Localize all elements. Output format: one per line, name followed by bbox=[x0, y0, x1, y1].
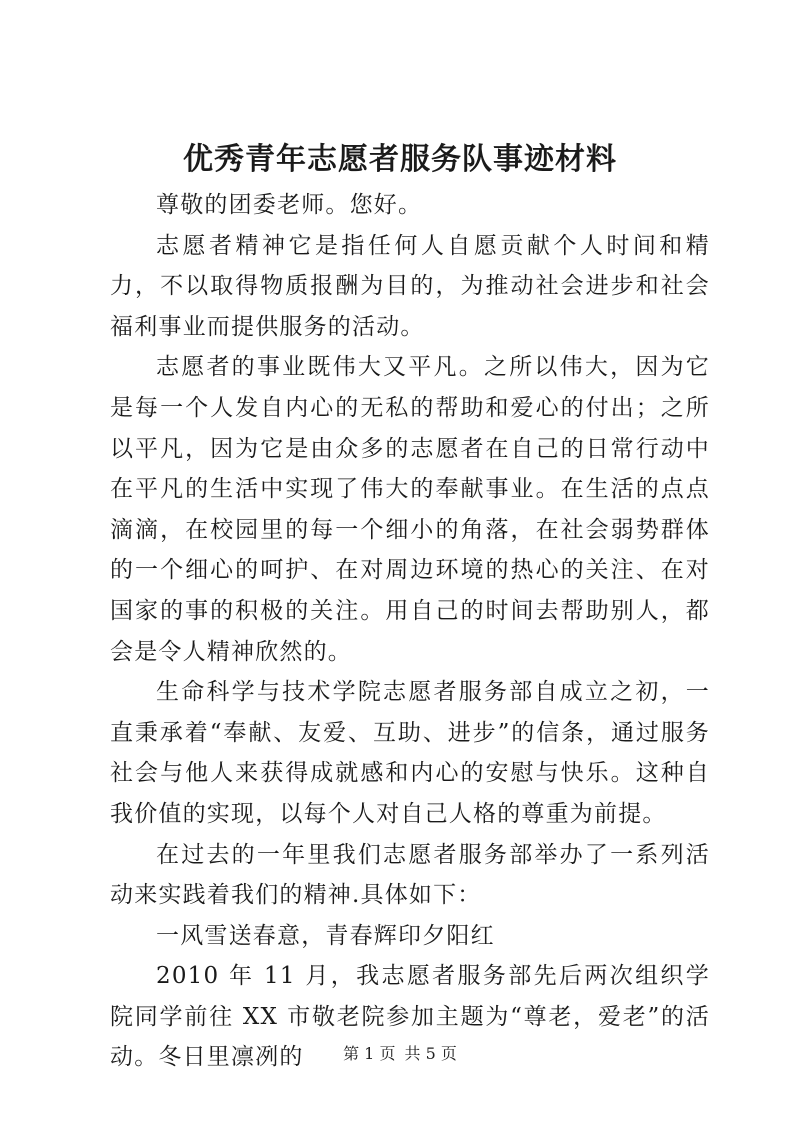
paragraph: 在过去的一年里我们志愿者服务部举办了一系列活动来实践着我们的精神.具体如下： bbox=[110, 841, 710, 909]
document-body bbox=[110, 185, 710, 1078]
paragraph: 志愿者精神它是指任何人自愿贡献个人时间和精力，不以取得物质报酬为目的，为推动社会进步和社会福利事业而提供服务的活动。 bbox=[110, 232, 710, 340]
page-number: 第 1 页 bbox=[343, 1044, 396, 1063]
page-total: 共 5 页 bbox=[404, 1044, 457, 1063]
paragraph: 志愿者的事业既伟大又平凡。之所以伟大，因为它是每一个人发自内心的无私的帮助和爱心的付出；之所以平凡，因为它是由众多的志愿者在自己的日常行动中在平凡的生活中实现了伟大的奉献事业。在生活的点点滴滴，在校园里的每一个细小的角落，在社会弱势群体的一个细心的呵护、在对周边环境的热心的关注、在对国家的事的积极的关注。用自己的时间去帮助别人，都会是令人精神欣然的。 bbox=[110, 354, 710, 665]
page-footer bbox=[0, 1043, 800, 1065]
paragraph: 生命科学与技术学院志愿者服务部自成立之初，一直秉承着“奉献、友爱、互助、进步”的信条，通过服务社会与他人来获得成就感和内心的安慰与快乐。这种自我价值的实现，以每个人对自己人格的尊重为前提。 bbox=[110, 679, 710, 827]
paragraph-greeting: 尊敬的团委老师。您好。 bbox=[156, 192, 423, 218]
document-title: 优秀青年志愿者服务队事迹材料 bbox=[183, 142, 617, 177]
section-heading: 一风雪送春意，青春辉印夕阳红 bbox=[156, 922, 495, 949]
paragraph: 2010 年 11 月，我志愿者服务部先后两次组织学院同学前往 XX 市敬老院参加主题为“尊老，爱老”的活动。冬日里凛冽的 bbox=[110, 963, 710, 1071]
